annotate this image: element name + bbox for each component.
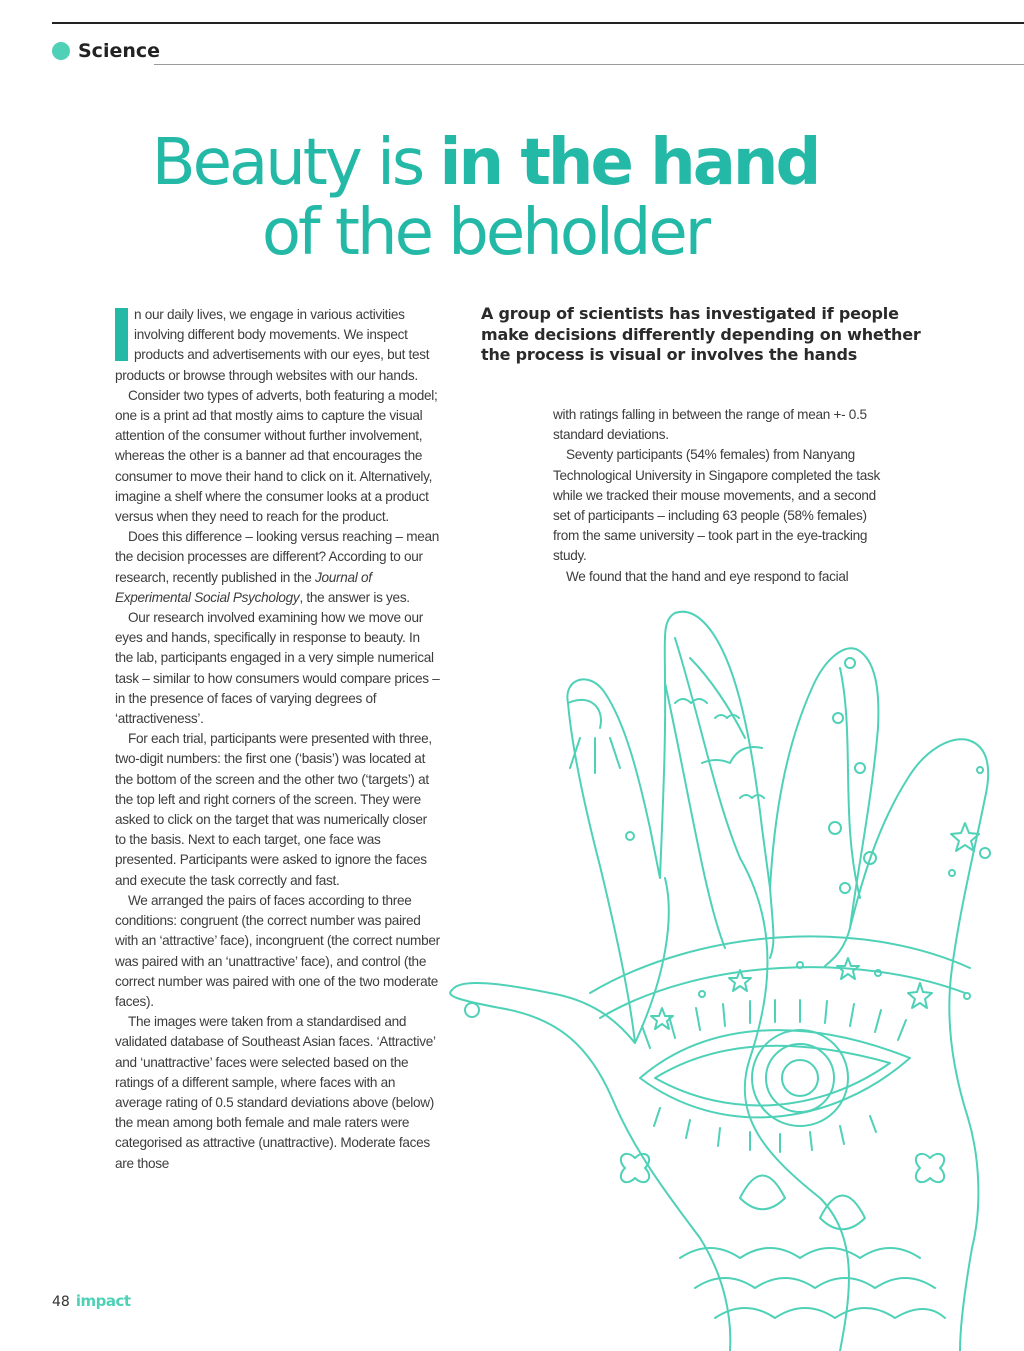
headline-line2: of the beholder bbox=[261, 196, 709, 270]
paragraph: Does this difference – looking versus reaching – mean the decision processes are different? According to our research, recently published in the Journal of Experimental Social Psychology, the answer is yes. bbox=[115, 529, 440, 605]
page-number: 48 bbox=[52, 1294, 70, 1310]
paragraph: with ratings falling in between the range of mean +- 0.5 standard deviations. bbox=[553, 407, 867, 443]
section-rule bbox=[154, 64, 1024, 65]
section-dot-icon bbox=[52, 42, 70, 60]
headline-part1: Beauty is bbox=[151, 126, 440, 200]
paragraph: The images were taken from a standardised and validated database of Southeast Asian faces. ‘Attractive’ and ‘unattractive’ faces were selected based on the ratings of a different sample, where faces with an average rating of 0.5 standard deviations above (below) the mean among both female and male raters were categorised as attractive (unattractive). Moderate faces are those bbox=[115, 1014, 436, 1171]
paragraph: Our research involved examining how we move our eyes and hands, specifically in response to beauty. In the lab, participants engaged in a very simple numerical task – similar to how consumers would compare prices – in the presence of faces of varying degrees of ‘attractiveness’. bbox=[115, 610, 440, 727]
paragraph: Seventy participants (54% females) from Nanyang Technological University in Singapore completed the task while we tracked their mouse movements, and a second set of participants – including 63 people (58% females) from the same university – took part in the eye-tracking study. bbox=[553, 447, 881, 564]
top-rule bbox=[52, 22, 1024, 24]
standfirst: A group of scientists has investigated if people make decisions differently depending on whether the process is visual or involves the hands bbox=[481, 304, 921, 364]
paragraph: Consider two types of adverts, both featuring a model; one is a print ad that mostly aims to capture the visual attention of the consumer without further involvement, whereas the other is a banner ad that encourages the consumer to move their hand to click on it. Alternatively, imagine a shelf where the consumer looks at a product versus when they need to reach for the product. bbox=[115, 387, 438, 525]
paragraph: We found that the hand and eye respond to facial bbox=[566, 568, 849, 584]
body-column-left bbox=[115, 305, 440, 1174]
paragraph: For each trial, participants were presented with three, two-digit numbers: the first one (‘basis’) was located at the bottom of the screen and the other two (‘targets’) at the top left and right corners of the screen. They were asked to click on the target that was numerically closer to the basis. Next to each target, one face was presented. Participants were asked to ignore the faces and execute the task correctly and fast. bbox=[115, 731, 432, 888]
section-tag bbox=[52, 38, 160, 64]
brand-logo: impact bbox=[75, 1292, 131, 1310]
decorated-hand-illustration bbox=[440, 598, 1024, 1351]
body-column-right bbox=[553, 405, 883, 587]
section-label: Science bbox=[78, 40, 161, 62]
page-footer bbox=[52, 1292, 131, 1310]
drop-cap bbox=[115, 308, 128, 361]
paragraph: n our daily lives, we engage in various activities involving different body movements. We inspect products and advertisements with our eyes, but test products or browse through websites with our hands. bbox=[115, 307, 430, 383]
paragraph: We arranged the pairs of faces according to three conditions: congruent (the correct number was paired with an ‘attractive’ face), incongruent (the correct number was paired with an ‘unattractive’ face), and control (the correct number was paired with one of the two moderate faces). bbox=[115, 892, 440, 1009]
journal-name: Journal of Experimental Social Psychology bbox=[115, 569, 372, 605]
headline-part2: in the hand bbox=[439, 126, 819, 200]
headline bbox=[60, 128, 910, 268]
